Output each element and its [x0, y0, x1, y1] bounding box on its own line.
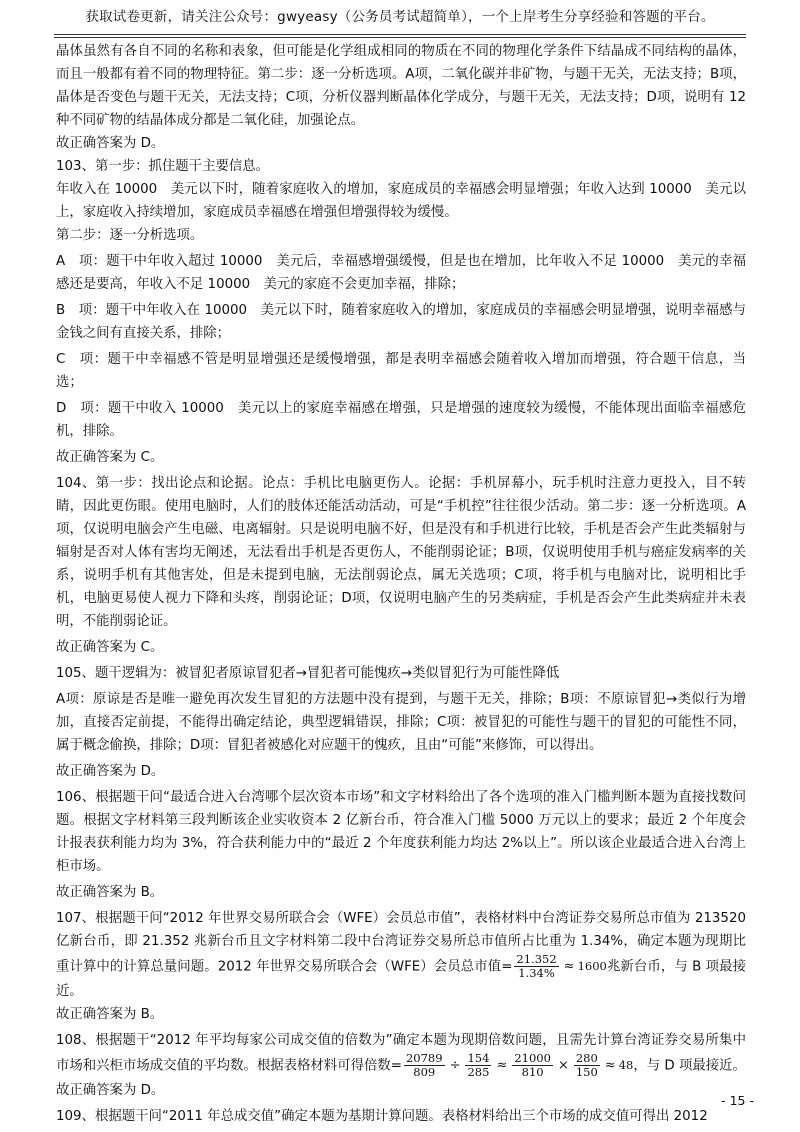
fraction-numerator: 154	[467, 1051, 490, 1065]
answer-line: 故正确答案为 D。	[56, 764, 165, 779]
option-analysis-c: C 项：题干中幸福感不管是明显增强还是缓慢增强，都是表明幸福感会随着收入增加而增强，符合题干信息，当选；	[56, 352, 746, 390]
fraction	[465, 1052, 491, 1079]
answer-line: 故正确答案为 C。	[56, 450, 164, 465]
option-analysis-a: A 项：题干中年收入超过 10000 美元后，幸福感增强缓慢，但是也在增加，比年收入不足 10000 美元的幸福感还是要高，年收入不足 10000 美元的家庭不会更加幸福，排除；	[56, 254, 746, 292]
page-header: 获取试卷更新，请关注公众号：gwyeasy（公务员考试超简单），一个上岸考生分享经验和答题的平台。	[85, 9, 715, 25]
times-symbol: ×	[557, 1058, 569, 1073]
answer-line: 故正确答案为 C。	[56, 640, 164, 655]
fraction-numerator: 20789	[405, 1051, 443, 1065]
fraction-numerator: 21.352	[516, 952, 557, 966]
header-rule-bottom	[54, 37, 746, 38]
question-heading: 103、第一步：抓住题干主要信息。	[56, 159, 270, 174]
paragraph-108	[56, 1029, 746, 1079]
math-value: 48	[618, 1058, 634, 1072]
header-rule-top	[54, 34, 746, 35]
fraction-denominator: 810	[521, 1065, 544, 1079]
approx-symbol: ≈	[563, 959, 575, 974]
answer-line: 故正确答案为 B。	[56, 885, 164, 900]
divide-symbol: ÷	[449, 1058, 461, 1073]
question-heading: 105、题干逻辑为：被冒犯者原谅冒犯者→冒犯者可能愧疚→类似冒犯行为可能性降低	[56, 666, 560, 681]
page-number: - 15 -	[721, 1093, 754, 1108]
paragraph: 第二步：逐一分析选项。	[56, 228, 204, 243]
fraction-denominator: 1.34%	[518, 966, 555, 980]
math-value: 1600	[577, 959, 607, 973]
answer-line: 故正确答案为 B。	[56, 1007, 164, 1022]
paragraph-text: ，与 D 项最接近。	[633, 1058, 746, 1074]
fraction-numerator: 280	[575, 1051, 598, 1065]
paragraph-text: 108、根据题干“2012 年平均每家公司成交值的倍数为”确定本题为现期倍数问题，且需先计算台湾证券交易所集中市场和兴柜市场成交值的平均数。根据表格材料可得倍数=	[56, 1033, 746, 1074]
fraction-denominator: 150	[575, 1065, 598, 1079]
fraction-numerator: 21000	[514, 1051, 551, 1065]
fraction	[512, 1052, 553, 1079]
fraction-denominator: 285	[467, 1065, 490, 1079]
fraction	[574, 1052, 600, 1079]
fraction	[404, 1052, 445, 1079]
paragraph: A项：原谅是否是唯一避免再次发生冒犯的方法题中没有提到，与题干无关，排除；B项：不原谅冒犯→类似行为增加，直接否定前提，不能得出确定结论，典型逻辑错误，排除；C项：被冒犯的可能性与题干的冒犯的可能性不同，属于概念偷换，排除；D项：冒犯者被感化对应题干的愧疚，且由“可能”来修饰，可以得出。	[56, 692, 746, 753]
document-body	[56, 40, 746, 1128]
paragraph-text: 兆新台币，与 B 项最接近。	[56, 959, 746, 999]
paragraph: 106、根据题干问“最适合进入台湾哪个层次资本市场”和文字材料给出了各个选项的准入门槛判断本题为直接找数问题。根据文字材料第三段判断该企业实收资本 2 亿新台币，符合准入门槛 5000 万元以上的要求；最近 2 个年度会计报表获利能力均为 3%，符合获利能力中的“最近 2 个年度获利能力均达 2%以上”。所以该企业最适合进入台湾上柜市场。	[56, 790, 746, 874]
paragraph-109: 109、根据题干问“2011 年总成交值”确定本题为基期计算问题。表格材料给出三个市场的成交值可得出 2012	[56, 1109, 708, 1124]
paragraph-text: 107、根据题干问“2012 年世界交易所联合会（WFE）会员总市值”，表格材料中台湾证券交易所总市值为 213520 亿新台币，即 21.352 兆新台币且文字材料第二段中台湾证券交易所总市值所占比重为 1.34%，确定本题为现期比重计算中的计算总量问题。2012 年世界交易所联合会（WFE）会员总市值=	[56, 911, 746, 975]
fraction	[514, 953, 558, 980]
paragraph: 晶体虽然有各自不同的名称和表象，但可能是化学组成相同的物质在不同的物理化学条件下结晶成不同结构的晶体，而且一般都有着不同的物理特征。第二步：逐一分析选项。A项，二氧化碳并非矿物，与题干无关，无法支持；B项，晶体是否变色与题干无关，无法支持；C项，分析仪器判断晶体化学成分，与题干无关，无法支持；D项，说明有 12 种不同矿物的结晶体成分都是二氧化硅，加强论点。	[56, 44, 746, 128]
paragraph: 104、第一步：找出论点和论据。论点：手机比电脑更伤人。论据：手机屏幕小，玩手机时注意力更投入，目不转睛，因此更伤眼。使用电脑时，人们的肢体还能活动活动，可是“手机控”往往很少活动。第二步：逐一分析选项。A项，仅说明电脑会产生电磁、电离辐射。只是说明电脑不好，但是没有和手机进行比较，手机是否会产生此类辐射与辐射是否对人体有害均无阐述，无法看出手机是否更伤人，不能削弱论证；B项，仅说明使用手机与癌症发病率的关系，说明手机有其他害处，但是未提到电脑，无法削弱论点，属无关选项；C项，将手机与电脑对比，说明相比手机，电脑更易使人视力下降和头疼，削弱论证；D项，仅说明电脑产生的另类病症，手机是否会产生此类病症并未表明，不能削弱论证。	[56, 476, 746, 629]
paragraph: 年收入在 10000 美元以下时，随着家庭收入的增加，家庭成员的幸福感会明显增强；年收入达到 10000 美元以上，家庭收入持续增加，家庭成员幸福感在增强但增强得较为缓慢。	[56, 182, 746, 220]
paragraph-107	[56, 907, 746, 1003]
option-analysis-d: D 项：题干中收入 10000 美元以上的家庭幸福感在增强，只是增强的速度较为缓慢，不能体现出面临幸福感危机，排除。	[56, 401, 746, 439]
answer-line: 故正确答案为 D。	[56, 136, 165, 151]
answer-line: 故正确答案为 D。	[56, 1083, 165, 1098]
approx-symbol: ≈	[496, 1058, 508, 1073]
option-analysis-b: B 项：题干中年收入在 10000 美元以下时，随着家庭收入的增加，家庭成员的幸福感会明显增强，说明幸福感与金钱之间有直接关系，排除；	[56, 303, 746, 341]
approx-symbol: ≈	[604, 1058, 616, 1073]
fraction-denominator: 809	[413, 1065, 436, 1079]
